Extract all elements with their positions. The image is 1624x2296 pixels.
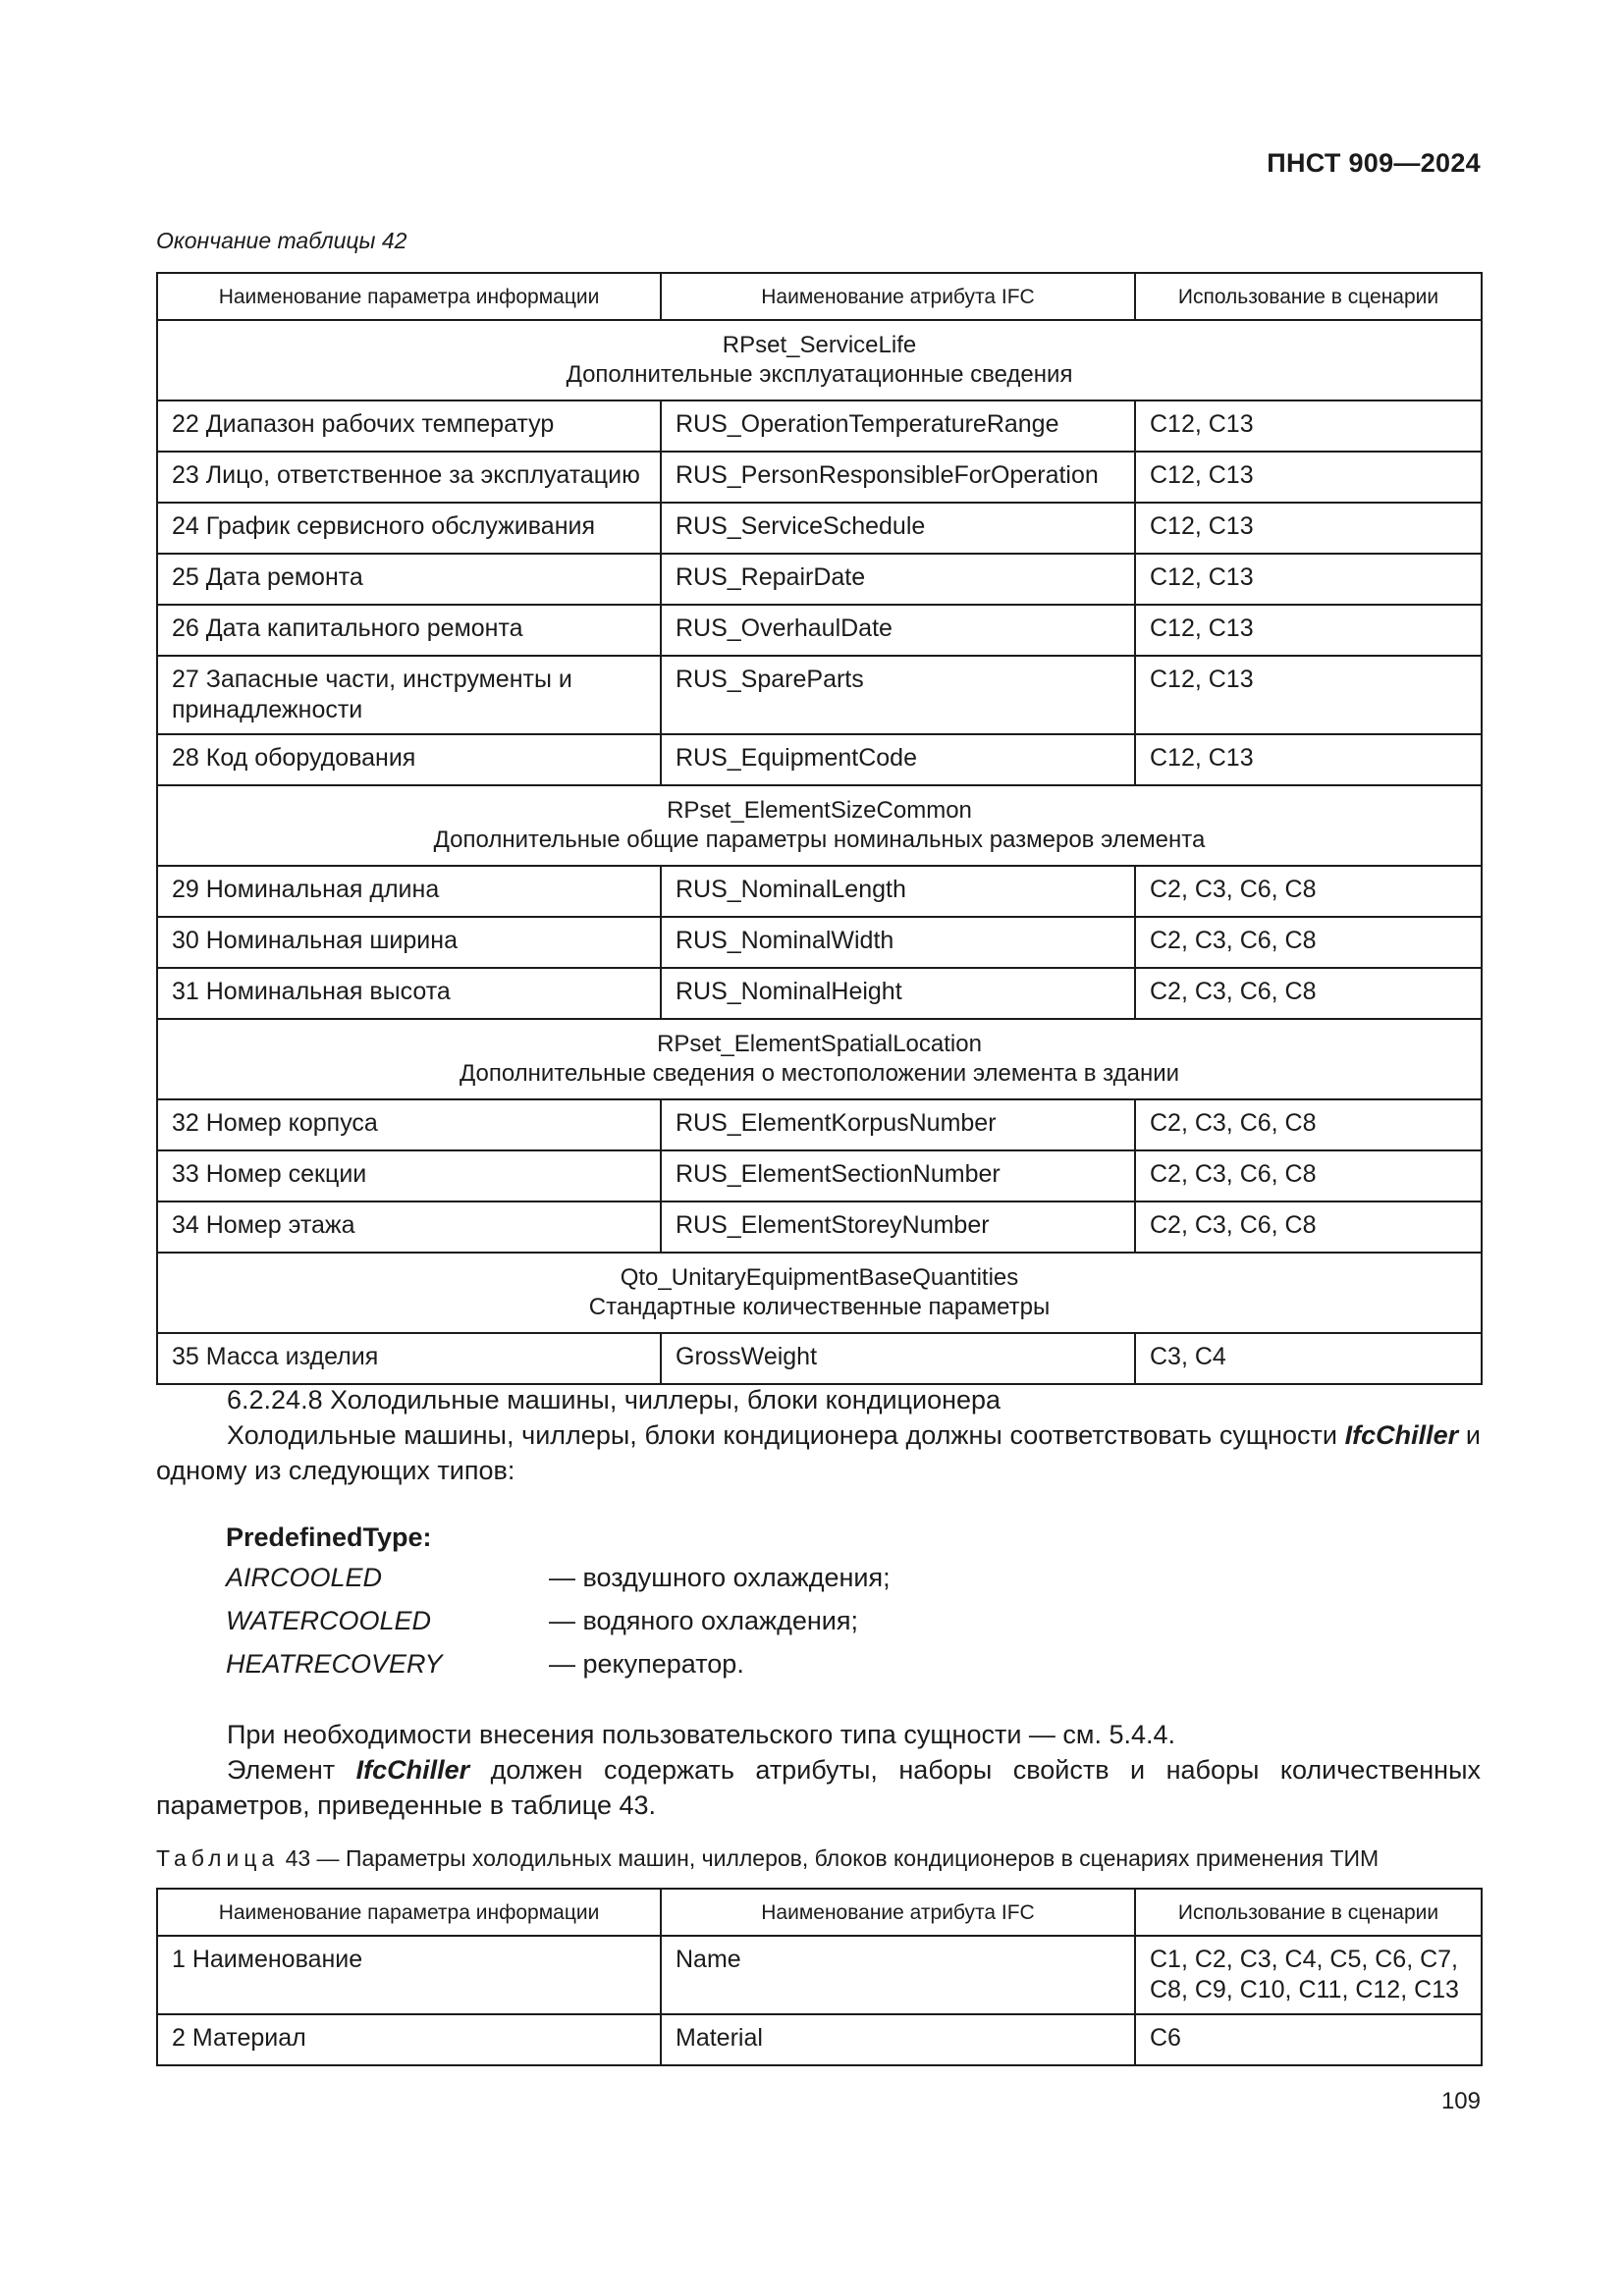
cell-usage: С6: [1135, 2014, 1482, 2065]
cell-usage: С1, С2, С3, С4, С5, С6, С7, С8, С9, С10, С11, С12, С13: [1135, 1936, 1482, 2014]
section-paragraph-3: Элемент IfcChiller должен содержать атрибуты, наборы свойств и наборы количественных параметров, приведенные в таблице 43.: [156, 1755, 1481, 1820]
predefined-type-description: — водяного охлаждения;: [549, 1606, 858, 1635]
group-description: Стандартные количественные параметры: [588, 1294, 1051, 1320]
cell-attr: RUS_NominalHeight: [661, 968, 1135, 1019]
cell-attr: RUS_ElementKorpusNumber: [661, 1099, 1135, 1150]
section-paragraph-1: Холодильные машины, чиллеры, блоки кондиционера должны соответствовать сущности IfcChiller и одному из следующих типов:: [156, 1420, 1481, 1485]
cell-param: 29 Номинальная длина: [157, 866, 661, 917]
cell-param: 26 Дата капитального ремонта: [157, 605, 661, 656]
cell-param: 2 Материал: [157, 2014, 661, 2065]
group-header-cell: [157, 1253, 1482, 1333]
cell-usage: С12, С13: [1135, 554, 1482, 605]
document-id: ПНСТ 909—2024: [1267, 148, 1481, 178]
cell-param: 23 Лицо, ответственное за эксплуатацию: [157, 452, 661, 503]
group-header-cell: [157, 1019, 1482, 1099]
cell-usage: С12, С13: [1135, 656, 1482, 734]
page-number: 109: [1440, 2088, 1481, 2114]
cell-attr: Material: [661, 2014, 1135, 2065]
group-name: RPset_ServiceLife: [722, 332, 917, 358]
cell-param: 35 Масса изделия: [157, 1333, 661, 1384]
cell-param: 33 Номер секции: [157, 1150, 661, 1201]
group-header-cell: [157, 320, 1482, 400]
group-name: RPset_ElementSizeCommon: [667, 797, 972, 824]
table-group-row: [157, 320, 1482, 400]
section-paragraph-2: При необходимости внесения пользовательского типа сущности — см. 5.4.4.: [227, 1720, 1176, 1749]
cell-attr: Name: [661, 1936, 1135, 2014]
table-row: [157, 1099, 1482, 1150]
table-row: [157, 1936, 1482, 2014]
cell-usage: С12, С13: [1135, 452, 1482, 503]
table-row: [157, 1333, 1482, 1384]
cell-attr: RUS_ElementSectionNumber: [661, 1150, 1135, 1201]
table-42: [156, 272, 1483, 1385]
cell-attr: RUS_SpareParts: [661, 656, 1135, 734]
cell-attr: RUS_OverhaulDate: [661, 605, 1135, 656]
group-header-cell: [157, 785, 1482, 866]
cell-param: 22 Диапазон рабочих температур: [157, 400, 661, 452]
table-row: [157, 866, 1482, 917]
cell-attr: RUS_OperationTemperatureRange: [661, 400, 1135, 452]
entity-name: IfcChiller: [1344, 1420, 1459, 1450]
cell-param: 27 Запасные части, инструменты и принадлежности: [157, 656, 661, 734]
cell-usage: С12, С13: [1135, 605, 1482, 656]
predefined-type-label: PredefinedType:: [226, 1522, 432, 1552]
group-description: Дополнительные сведения о местоположении элемента в здании: [459, 1060, 1180, 1087]
cell-param: 34 Номер этажа: [157, 1201, 661, 1253]
table-row: [157, 2014, 1482, 2065]
column-header-attr: Наименование атрибута IFC: [661, 1889, 1135, 1936]
table-row: [157, 734, 1482, 785]
cell-usage: С12, С13: [1135, 400, 1482, 452]
cell-attr: RUS_ElementStoreyNumber: [661, 1201, 1135, 1253]
predefined-type-key: WATERCOOLED: [226, 1606, 432, 1635]
cell-param: 1 Наименование: [157, 1936, 661, 2014]
table-row: [157, 554, 1482, 605]
cell-param: 25 Дата ремонта: [157, 554, 661, 605]
column-header-param: Наименование параметра информации: [157, 1889, 661, 1936]
table-row: [157, 656, 1482, 734]
column-header-param: Наименование параметра информации: [157, 273, 661, 320]
cell-param: 28 Код оборудования: [157, 734, 661, 785]
cell-usage: С2, С3, С6, С8: [1135, 1150, 1482, 1201]
cell-param: 32 Номер корпуса: [157, 1099, 661, 1150]
group-name: RPset_ElementSpatialLocation: [657, 1031, 982, 1057]
table-row: [157, 917, 1482, 968]
group-name: Qto_UnitaryEquipmentBaseQuantities: [620, 1264, 1019, 1291]
table-row: [157, 1150, 1482, 1201]
cell-attr: RUS_ServiceSchedule: [661, 503, 1135, 554]
table-row: [157, 400, 1482, 452]
entity-name: IfcChiller: [355, 1755, 470, 1785]
cell-usage: С2, С3, С6, С8: [1135, 968, 1482, 1019]
column-header-usage: Использование в сценарии: [1135, 1889, 1482, 1936]
table-group-row: [157, 1253, 1482, 1333]
table-row: [157, 605, 1482, 656]
table-row: [157, 452, 1482, 503]
cell-attr: RUS_NominalLength: [661, 866, 1135, 917]
table-43: [156, 1888, 1483, 2066]
table43-caption: Таблица 43 — Параметры холодильных машин, чиллеров, блоков кондиционеров в сценариях применения ТИМ: [156, 1845, 1380, 1871]
predefined-type-key: AIRCOOLED: [226, 1563, 383, 1592]
cell-param: 31 Номинальная высота: [157, 968, 661, 1019]
table-row: [157, 968, 1482, 1019]
table-row: [157, 1201, 1482, 1253]
cell-usage: С2, С3, С6, С8: [1135, 917, 1482, 968]
cell-usage: С3, С4: [1135, 1333, 1482, 1384]
predefined-type-key: HEATRECOVERY: [226, 1649, 443, 1679]
section-heading: 6.2.24.8 Холодильные машины, чиллеры, блоки кондиционера: [227, 1385, 1001, 1415]
cell-attr: RUS_RepairDate: [661, 554, 1135, 605]
cell-usage: С2, С3, С6, С8: [1135, 866, 1482, 917]
cell-usage: С2, С3, С6, С8: [1135, 1099, 1482, 1150]
cell-usage: С12, С13: [1135, 734, 1482, 785]
table42-caption: Окончание таблицы 42: [156, 228, 407, 253]
table-row: [157, 503, 1482, 554]
table-group-row: [157, 785, 1482, 866]
cell-usage: С12, С13: [1135, 503, 1482, 554]
cell-attr: RUS_PersonResponsibleForOperation: [661, 452, 1135, 503]
cell-attr: RUS_EquipmentCode: [661, 734, 1135, 785]
group-description: Дополнительные общие параметры номинальных размеров элемента: [433, 827, 1206, 853]
cell-attr: RUS_NominalWidth: [661, 917, 1135, 968]
column-header-usage: Использование в сценарии: [1135, 273, 1482, 320]
cell-param: 24 График сервисного обслуживания: [157, 503, 661, 554]
predefined-type-description: — воздушного охлаждения;: [549, 1563, 891, 1592]
table-group-row: [157, 1019, 1482, 1099]
cell-attr: GrossWeight: [661, 1333, 1135, 1384]
group-description: Дополнительные эксплуатационные сведения: [566, 361, 1073, 388]
predefined-type-description: — рекуператор.: [549, 1649, 744, 1679]
column-header-attr: Наименование атрибута IFC: [661, 273, 1135, 320]
cell-usage: С2, С3, С6, С8: [1135, 1201, 1482, 1253]
cell-param: 30 Номинальная ширина: [157, 917, 661, 968]
